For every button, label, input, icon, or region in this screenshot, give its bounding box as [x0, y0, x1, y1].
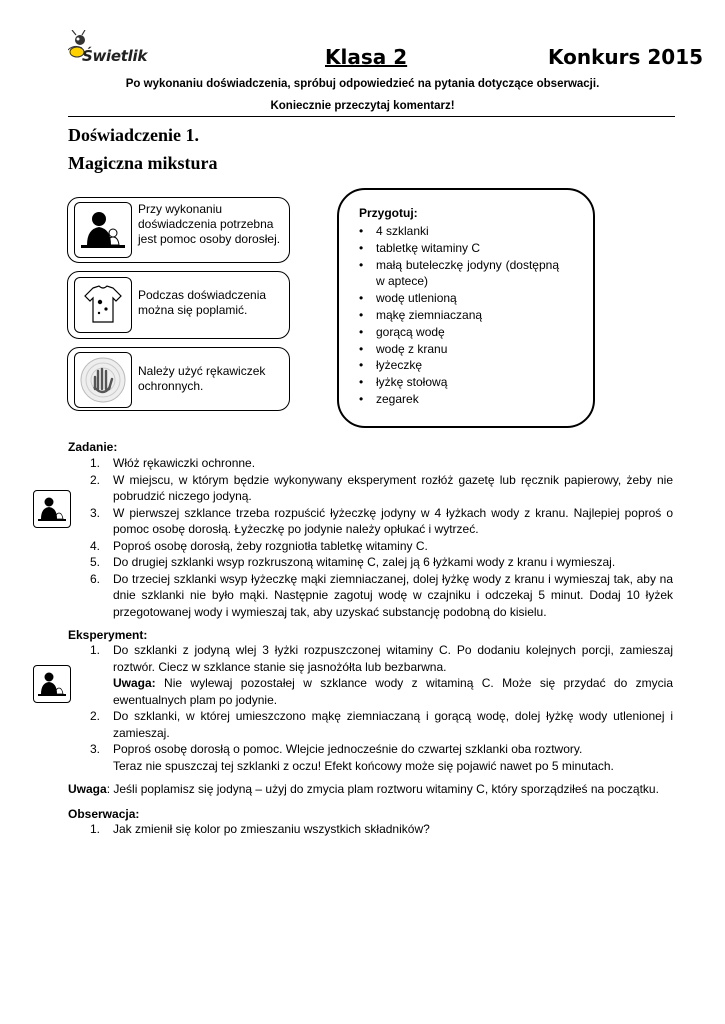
list-item: • łyżkę stołową — [359, 374, 577, 391]
warning-box-adult — [67, 197, 290, 263]
question-number: 1. — [90, 822, 101, 836]
warning-box-gloves — [67, 347, 290, 411]
instruction-line-1: Po wykonaniu doświadczenia, spróbuj odpowiedzieć na pytania dotyczące obserwacji. — [125, 78, 600, 90]
step-text-continued: Teraz nie spuszczaj tej szklanki z oczu! Efekt końcowy może się pojawić nawet po 5 minutach. — [113, 758, 614, 773]
task-step — [90, 472, 673, 505]
list-item: • 4 szklanki — [359, 223, 577, 240]
list-item: • łyżeczkę — [359, 357, 577, 374]
task-step — [90, 538, 673, 555]
remark-text: : Jeśli poplamisz się jodyną – użyj do zmycia plam roztworu witaminy C, który sporządziłeś na początku. — [106, 782, 659, 796]
task-step — [90, 554, 673, 571]
warning-box-stain — [67, 271, 290, 339]
note-label: Uwaga: — [113, 676, 156, 690]
remark-label: Uwaga — [68, 782, 107, 796]
header-divider — [68, 116, 675, 117]
observation-title: Obserwacja: — [68, 807, 140, 821]
step-text: Do drugiej szklanki wsyp rozkruszoną witaminę C, zalej ją 6 łyżkami wody z kranu i wymieszaj. — [113, 555, 616, 569]
note-text: Nie wylewaj pozostałej w szklance wody z witaminą C. Może się przydać do zmycia ewentualnych plam po jodynie. — [113, 676, 673, 707]
logo-text: Świetlik — [82, 47, 148, 65]
list-item: • mąkę ziemniaczaną — [359, 307, 577, 324]
adult-help-icon — [33, 490, 71, 528]
step-number: 1. — [90, 456, 101, 470]
experiment-number-title: Doświadczenie 1. — [68, 125, 199, 145]
step-text: W miejscu, w którym będzie wykonywany eksperyment rozłóż gazetę lub ręcznik papierowy, żeby nie pobrudzić niczego jodyną. — [113, 472, 673, 503]
experiment-name: Magiczna mikstura — [68, 153, 218, 173]
step-number: 2. — [90, 709, 101, 723]
list-item: • małą buteleczkę jodyny (dostępną w aptece) — [359, 257, 577, 291]
remark — [68, 781, 659, 798]
step-note — [113, 675, 673, 708]
glove-icon — [74, 352, 132, 408]
prepare-box — [337, 188, 595, 428]
contest-label: Konkurs 2015 — [548, 45, 704, 69]
step-text: Do trzeciej szklanki wsyp łyżeczkę mąki ziemniaczanej, dolej łyżkę wody z kranu i wymieszaj tak, aby na dnie szklanki nie było mąki. Następnie zagotuj wodę w czajniku i odczekaj 5 minut. Dodaj 10 łyżek przegotowanej wody i wymieszaj tak, aby uzyskać substancję podobną do kisielu. — [113, 571, 673, 619]
step-text: W pierwszej szklance trzeba rozpuścić łyżeczkę jodyny w 4 łyżkach wody z kranu. Najlepiej poproś o pomoc osobę dorosłą. Łyżeczkę po jodynie należy opłukać i wytrzeć. — [113, 505, 673, 536]
step-text: Włóż rękawiczki ochronne. — [113, 456, 256, 470]
task-steps — [90, 455, 673, 620]
prepare-title: Przygotuj: — [359, 206, 418, 220]
step-number: 4. — [90, 538, 101, 553]
warning-text-gloves: Należy użyć rękawiczek ochronnych. — [138, 364, 266, 393]
step-text: Poproś osobę dorosłą o pomoc. Wlejcie jednocześnie do czwartej szklanki oba roztwory. — [113, 742, 583, 756]
step-number: 3. — [90, 505, 101, 520]
step-text: Poproś osobę dorosłą, żeby rozgniotła tabletkę witaminy C. — [113, 538, 428, 553]
step-number: 1. — [90, 643, 101, 657]
question-text: Jak zmienił się kolor po zmieszaniu wszystkich składników? — [113, 822, 430, 836]
experiment-steps-title: Eksperyment: — [68, 628, 148, 642]
list-item: • wodę z kranu — [359, 341, 577, 358]
experiment-steps — [90, 642, 673, 774]
instruction-line-2: Koniecznie przeczytaj komentarz! — [270, 100, 455, 112]
observation-questions — [90, 821, 673, 838]
step-number: 6. — [90, 571, 101, 586]
experiment-step — [90, 741, 673, 774]
step-number: 2. — [90, 472, 101, 487]
adult-help-icon — [74, 202, 132, 258]
step-text: Do szklanki, w której umieszczono mąkę ziemniaczaną i gorącą wodę, dolej łyżkę wody utlenionej i zamieszaj. — [113, 709, 673, 740]
experiment-step — [90, 642, 673, 708]
list-item: • tabletkę witaminy C — [359, 240, 577, 257]
warning-text-stain: Podczas doświadczenia można się poplamić. — [138, 288, 267, 317]
task-title: Zadanie: — [68, 440, 118, 454]
task-step — [90, 571, 673, 621]
step-number: 3. — [90, 742, 101, 756]
list-item: • zegarek — [359, 391, 577, 408]
list-item: • wodę utlenioną — [359, 290, 577, 307]
list-item: • gorącą wodę — [359, 324, 577, 341]
adult-help-icon — [33, 665, 71, 703]
step-text: Do szklanki z jodyną wlej 3 łyżki rozpuszczonej witaminy C. Po dodaniu kolejnych porcji, zamieszaj roztwór. Ciecz w szklance stanie się jasnożółta lub bezbarwna. — [113, 643, 673, 674]
warning-text-adult: Przy wykonaniu doświadczenia potrzebna jest pomoc osoby dorosłej. — [138, 202, 281, 246]
task-step — [90, 455, 673, 472]
class-label: Klasa 2 — [325, 45, 408, 69]
stained-shirt-icon — [74, 277, 132, 333]
experiment-step — [90, 708, 673, 741]
observation-question — [90, 821, 673, 838]
step-number: 5. — [90, 555, 101, 569]
prepare-list — [359, 223, 577, 408]
task-step — [90, 505, 673, 538]
